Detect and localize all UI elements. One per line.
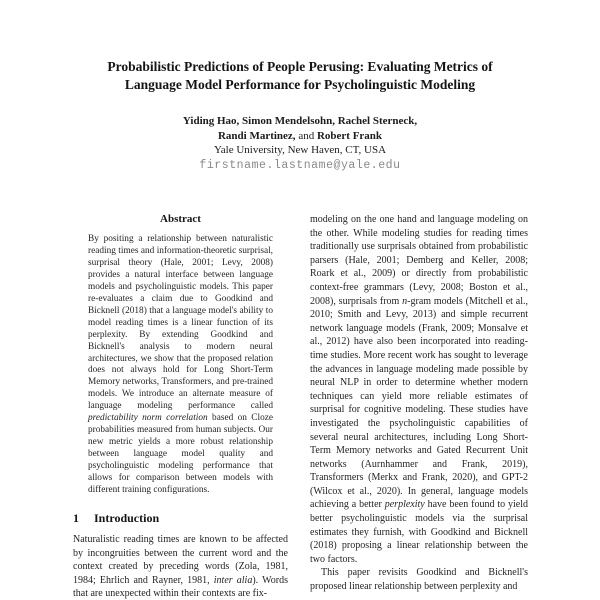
affiliation: Yale University, New Haven, CT, USA xyxy=(213,144,387,156)
intro-paragraph-left: Naturalistic reading times are known to be affected by incongruities between the current word and the context created by preceding words (Zola, 1981, 1984; Ehrlich and Rayner, 1981, inter alia). Words that are unexpected within their contexts are fix- xyxy=(73,533,288,600)
author-name: Robert Frank xyxy=(316,129,383,142)
column-left xyxy=(73,213,288,600)
body-paragraph-1: modeling on the one hand and language modeling on the other. While modeling studies for reading times traditionally use surprisals obtained from probabilistic parsers (Hale, 2001; Demberg and Keller, 2008; Roark et al., 2009) or directly from probabilistic context-free grammars (Levy, 2008; Boston et al., 2008), surprisals from n-gram models (Mitchell et al., 2010; Smith and Levy, 2013) and simple recurrent network language models (Frank, 2009; Monsalve et al., 2012) have also been incorporated into reading-time studies. More recent work has sought to leverage the advances in language modeling made possible by neural NLP in order to determine whether modern techniques can yield more reliable estimates of surprisal for cognitive modeling. These studies have investigated the psycholinguistic capabilities of several neural architectures, including Long Short-Term Memory networks and Gated Recurrent Unit networks (Aurnhammer and Frank, 2019), Transformers (Merkx and Frank, 2020), and GPT-2 (Wilcox et al., 2020). In general, language models achieving a better perplexity have been found to yield better psycholinguistic models via the surprisal estimates they furnish, with Goodkind and Bicknell (2018) proposing a linear relationship between the two factors. xyxy=(310,214,528,565)
column-right xyxy=(310,213,528,600)
abstract-heading: Abstract xyxy=(160,213,201,225)
paper-title-line-1: Probabilistic Predictions of People Perusing: Evaluating Metrics of xyxy=(107,59,493,74)
section-heading-introduction xyxy=(73,511,288,526)
paper-title xyxy=(45,58,555,93)
abstract-body: By positing a relationship between naturalistic reading times and information-theoretic surprisal, surprisal theory (Hale, 2001; Levy, 2008) provides a natural interface between language models and psycholinguistic models. This paper re-evaluates a claim due to Goodkind and Bicknell (2018) that a language model's ability to model reading times is a linear function of its perplexity. By extending Goodkind and Bicknell's analysis to modern neural architectures, we show that the proposed relation does not always hold for Long Short-Term Memory networks, Transformers, and pre-trained models. We introduce an alternate measure of language modeling performance called predictability norm correlation based on Cloze probabilities measured from human subjects. Our new metric yields a more robust relationship between language model quality and psycholinguistic modeling performance that allows for comparison between models with different training configurations. xyxy=(88,234,273,496)
two-column-body xyxy=(73,213,528,600)
email-address: firstname.lastname@yale.edu xyxy=(199,158,401,172)
authors-block xyxy=(0,114,600,173)
authors-line-2 xyxy=(0,129,600,144)
authors-line-1: Yiding Hao, Simon Mendelsohn, Rachel Sterneck, xyxy=(182,115,418,127)
body-paragraph-2: This paper revisits Goodkind and Bicknell's proposed linear relationship between perplexity and xyxy=(310,567,528,593)
section-title: Introduction xyxy=(94,510,160,525)
author-name: Randi Martinez, xyxy=(217,129,296,142)
paper-title-line-2: Language Model Performance for Psycholinguistic Modeling xyxy=(124,76,476,92)
author-conjunction: and xyxy=(295,129,317,142)
section-number: 1 xyxy=(73,510,79,525)
